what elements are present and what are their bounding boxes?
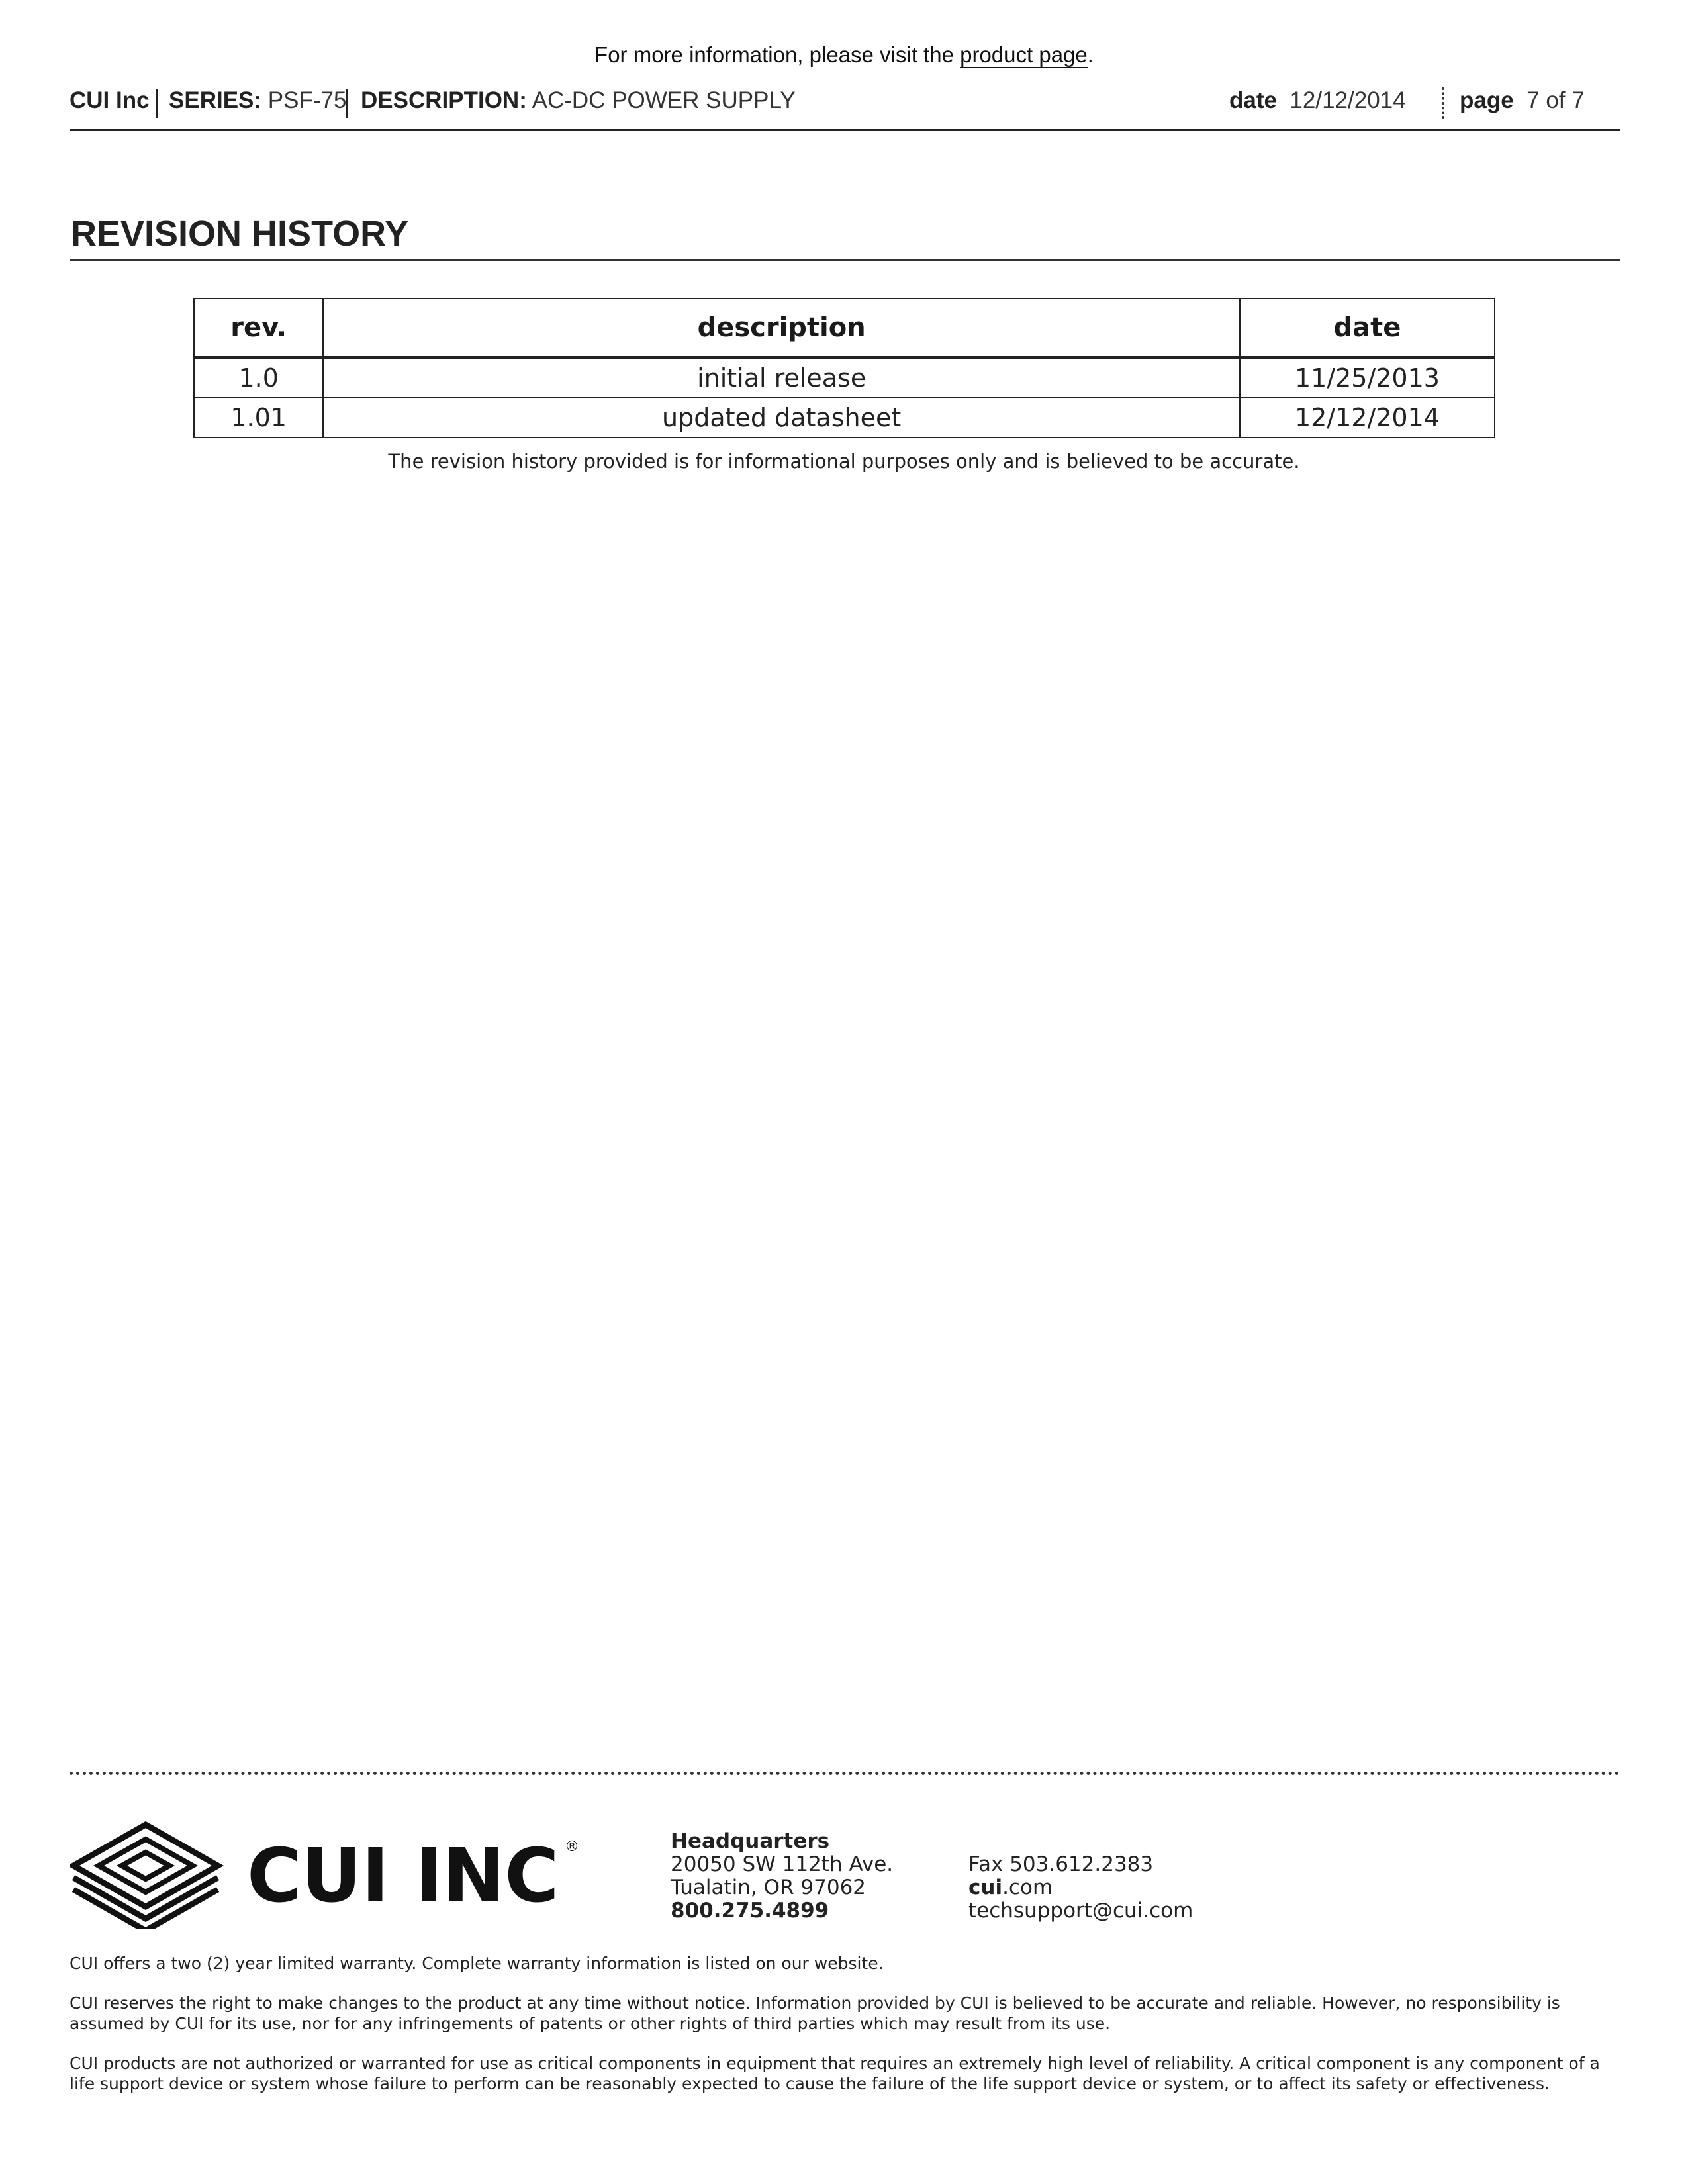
date-value: 12/12/2014	[1289, 87, 1406, 113]
revision-table	[193, 298, 1495, 438]
fax-number: Fax 503.612.2383	[968, 1852, 1154, 1876]
info-end: .	[1087, 42, 1094, 67]
footer-dotted-rule	[70, 1772, 1620, 1775]
series-field	[169, 87, 346, 114]
product-page-link[interactable]: product page	[960, 42, 1088, 67]
page-field	[1460, 87, 1585, 114]
date-field	[1229, 87, 1406, 114]
website-link[interactable]: cui.com	[968, 1876, 1053, 1899]
phone-number[interactable]: 800.275.4899	[671, 1899, 829, 1923]
disclaimer-text: CUI reserves the right to make changes to the product at any time without notice. Information provided by CUI is believed to be accurate and reliable. However, no responsibility is assumed by CUI for its use, nor for any infringements of patents or other rights of third parties which may result from its use.	[70, 1993, 1560, 2033]
table-row	[194, 357, 1495, 398]
description-value: AC-DC POWER SUPPLY	[532, 87, 796, 113]
header-rule	[70, 129, 1620, 131]
section-title: REVISION HISTORY	[71, 214, 409, 253]
cell-description: updated datasheet	[323, 398, 1240, 437]
header-description: description	[323, 298, 1240, 357]
series-label: SERIES:	[169, 87, 262, 113]
registered-mark: ®	[565, 1839, 579, 1855]
cell-date: 11/25/2013	[1240, 357, 1495, 398]
table-header-row	[194, 298, 1495, 357]
company-name: CUI Inc	[70, 87, 150, 113]
cell-rev: 1.0	[194, 357, 323, 398]
header-dotted-divider	[1442, 87, 1444, 119]
address-line-2: Tualatin, OR 97062	[671, 1876, 867, 1899]
series-value: PSF-75	[267, 87, 347, 113]
table-row	[194, 398, 1495, 437]
cui-logo	[70, 1817, 579, 1929]
page-label: page	[1460, 87, 1514, 113]
headquarters-block	[671, 1830, 893, 1923]
cell-description: initial release	[323, 357, 1240, 398]
page-value: 7 of 7	[1526, 87, 1585, 113]
headquarters-label: Headquarters	[671, 1829, 830, 1853]
header-divider	[346, 89, 348, 118]
description-field	[361, 87, 796, 114]
header-rev: rev.	[194, 298, 323, 357]
cui-logo-mark-icon	[70, 1817, 579, 1929]
address-line-1: 20050 SW 112th Ave.	[671, 1852, 894, 1876]
critical-use-text: CUI products are not authorized or warranted for use as critical components in equipment that requires an extremely high level of reliability. A critical component is any component of a life support device or system whose failure to perform can be reasonably expected to cause the failure of the life support device or system, or to affect its safety or effectiveness.	[70, 2054, 1600, 2093]
header-date: date	[1240, 298, 1495, 357]
page-header	[70, 87, 1620, 119]
logo-wordmark: CUI INC	[247, 1833, 559, 1919]
header-divider	[156, 89, 158, 118]
date-label: date	[1229, 87, 1277, 113]
info-text: For more information, please visit the	[594, 42, 961, 67]
cell-date: 12/12/2014	[1240, 398, 1495, 437]
description-label: DESCRIPTION:	[361, 87, 527, 113]
contact-block	[968, 1853, 1193, 1923]
cell-rev: 1.01	[194, 398, 323, 437]
revision-note: The revision history provided is for informational purposes only and is believed to be accurate.	[388, 450, 1300, 473]
warranty-text: CUI offers a two (2) year limited warranty. Complete warranty information is listed on our website.	[70, 1954, 884, 1973]
section-rule	[70, 259, 1620, 261]
support-email-link[interactable]: techsupport@cui.com	[968, 1899, 1194, 1923]
info-line	[0, 42, 1688, 68]
